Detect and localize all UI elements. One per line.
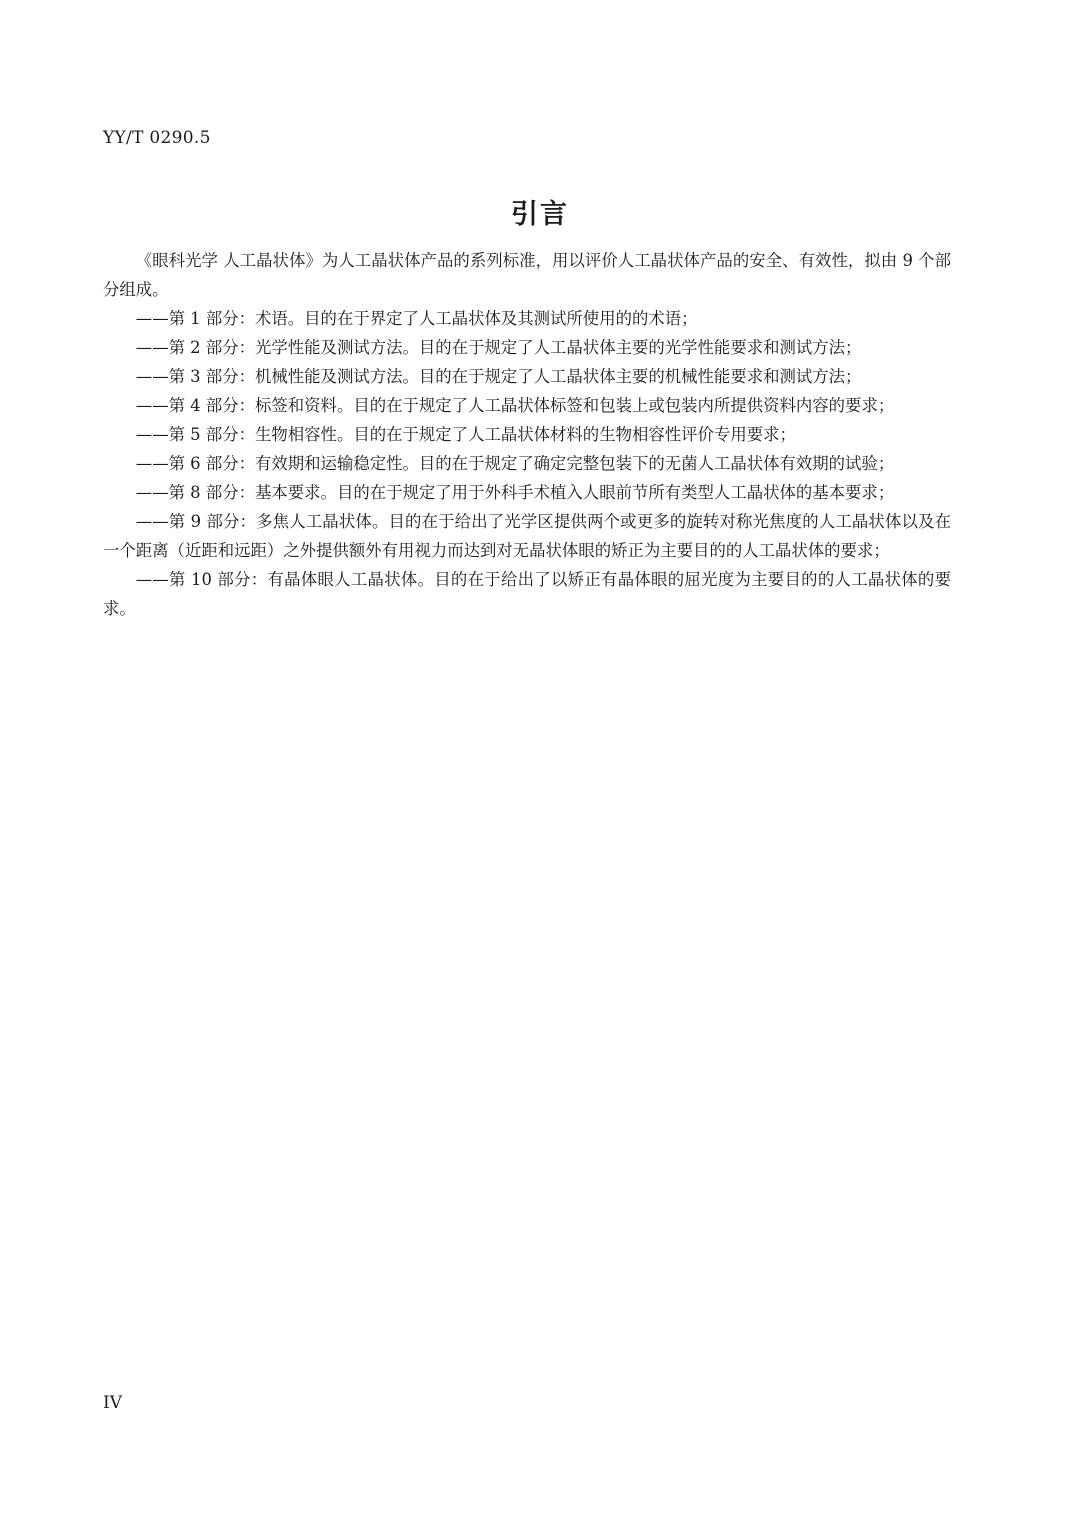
part-item: ——第 6 部分：有效期和运输稳定性。目的在于规定了确定完整包装下的无菌人工晶状体有效期的试验； bbox=[135, 454, 895, 473]
part-item: ——第 9 部分：多焦人工晶状体。目的在于给出了光学区提供两个或更多的旋转对称光焦度的人工晶状体以及在一个距离（近距和远距）之外提供额外有用视力而达到对无晶状体眼的矫正为主要目的的人工晶状体的要求； bbox=[103, 512, 951, 560]
part-item: ——第 2 部分：光学性能及测试方法。目的在于规定了人工晶状体主要的光学性能要求和测试方法； bbox=[135, 338, 862, 357]
intro-paragraph: 《眼科光学 人工晶状体》为人工晶状体产品的系列标准，用以评价人工晶状体产品的安全、有效性，拟由 9 个部分组成。 bbox=[103, 251, 951, 299]
part-item: ——第 4 部分：标签和资料。目的在于规定了人工晶状体标签和包装上或包装内所提供资料内容的要求； bbox=[135, 396, 895, 415]
part-item: ——第 10 部分：有晶体眼人工晶状体。目的在于给出了以矫正有晶体眼的屈光度为主要目的的人工晶状体的要求。 bbox=[103, 570, 951, 618]
document-code: YY/T 0290.5 bbox=[103, 128, 211, 148]
body-text bbox=[103, 246, 951, 623]
part-item: ——第 8 部分：基本要求。目的在于规定了用于外科手术植入人眼前节所有类型人工晶状体的基本要求； bbox=[135, 483, 895, 502]
page-title: 引言 bbox=[511, 199, 569, 230]
part-item: ——第 5 部分：生物相容性。目的在于规定了人工晶状体材料的生物相容性评价专用要求； bbox=[135, 425, 796, 444]
page-number: IV bbox=[103, 1393, 122, 1413]
part-item: ——第 1 部分：术语。目的在于界定了人工晶状体及其测试所使用的的术语； bbox=[135, 309, 698, 328]
part-item: ——第 3 部分：机械性能及测试方法。目的在于规定了人工晶状体主要的机械性能要求和测试方法； bbox=[135, 367, 862, 386]
